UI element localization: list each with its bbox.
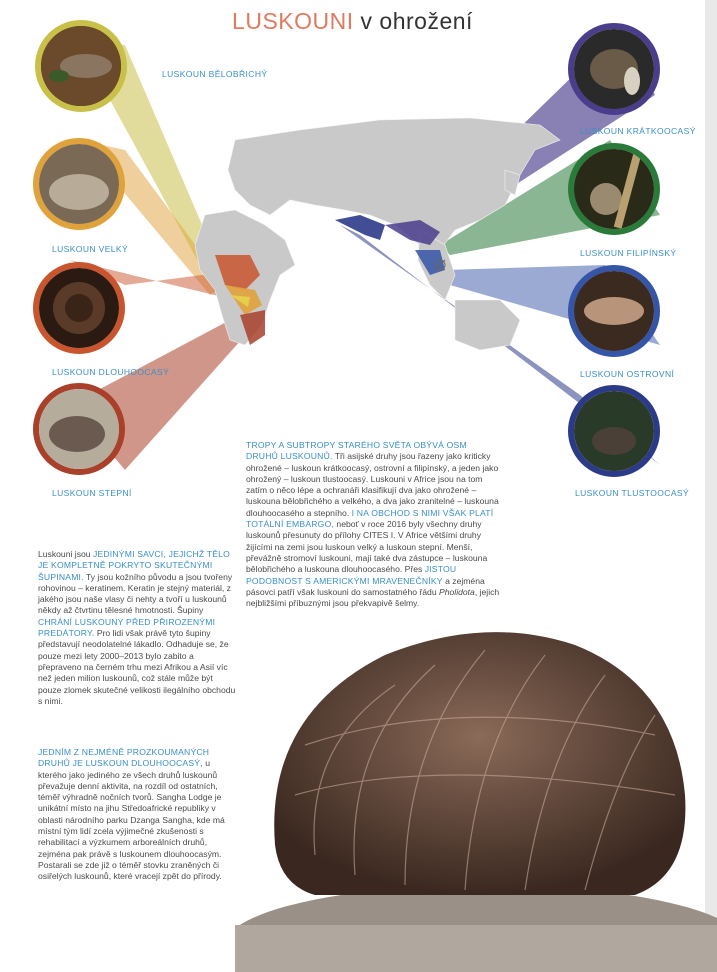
- photo-luskoun-filipinsky: [568, 143, 660, 235]
- pangolin-photo: [235, 595, 717, 972]
- photo-luskoun-tlustoocasy: [568, 385, 660, 477]
- text-savci: Luskouni jsou JEDINÝMI SAVCI, JEJICHŽ TĚLO JE KOMPLETNĚ POKRYTO SKUTEČNÝMI ŠUPINAMI. Ty jsou kožního původu a jsou tvořeny rohovinou – keratinem. Keratin je stejný materiál, z jakého jsou naše vlasy či nehty a tvoří u luskounů někdy až čtvrtinu tělesné hmotnosti. Šupiny CHRÁNÍ LUSKOUNY PŘED PŘIROZENÝMI PREDÁTORY. Pro lidi však právě tyto šupiny představují neodolatelné lákadlo. Odhaduje se, že pouze mezi lety 2000–2013 bylo zabito a přepraveno na černém trhu mezi Afrikou a Asií víc než jeden milion luskounů, což stále může být pouze zlomek skutečné velikosti ilegálního obchodu s nimi.: [38, 549, 236, 706]
- text-tropy: TROPY A SUBTROPY STARÉHO SVĚTA OBÝVÁ OSM DRUHŮ LUSKOUNŮ. Tři asijské druhy jsou řazeny jako kriticky ohrožené – luskoun krátkoocasý, ostrovní a filipínský, a jeden jako ohrožený – luskoun tlustoocasý. Luskouni v Africe jsou na tom zatím o něco lépe a ochranáři klasifikují dva jako ohrožené – luskouna bělobřichého a velkého, a dva jako zranitelné – luskouna dlouhoocasého a stepního. I NA OBCHOD S NIMI VŠAK PLATÍ TOTÁLNÍ EMBARGO, neboť v roce 2016 byly všechny druhy luskounů přesunuty do přílohy CITES I. V Africe většími druhy žijícími na zemi jsou luskoun velký a luskoun stepní. Menší, převážně stromoví luskouni, mají také dva zástupce – luskouna bělobřichého a luskouna dlouhoocasého. Přes JISTOU PODOBNOST S AMERICKÝMI MRAVENEČNÍKY a zejména pásovci patří však luskouni do samostatného řádu Pholidota, jejich nejbližšími příbuznými jsou překvapivě šelmy.: [246, 440, 500, 609]
- label-filipinsky: LUSKOUN FILIPÍNSKÝ: [580, 248, 677, 258]
- label-velky: LUSKOUN VELKÝ: [52, 244, 129, 254]
- label-stepni: LUSKOUN STEPNÍ: [52, 488, 132, 498]
- photo-luskoun-ostrovni: [568, 265, 660, 357]
- label-tlustoocasy: LUSKOUN TLUSTOOCASÝ: [575, 488, 690, 498]
- page-title: LUSKOUNI v ohrožení: [232, 8, 473, 34]
- photo-luskoun-velky: [33, 138, 125, 230]
- label-ostrovni: LUSKOUN OSTROVNÍ: [580, 369, 675, 379]
- photo-luskoun-dlouhoocasy: [33, 262, 125, 354]
- photo-luskoun-stepni: [33, 383, 125, 475]
- label-dlouhoocasy: LUSKOUN DLOUHOOCASÝ: [52, 367, 170, 377]
- label-kratkoocasy: LUSKOUN KRÁTKOOCASÝ: [580, 126, 696, 136]
- photo-luskoun-belobrichy: [35, 20, 127, 112]
- label-belobrichy: LUSKOUN BĚLOBŘICHÝ: [162, 69, 268, 79]
- photo-luskoun-kratkoocasy: [568, 23, 660, 115]
- text-dlouhoocasy: JEDNÍM Z NEJMÉNĚ PROZKOUMANÝCH DRUHŮ JE LUSKOUN DLOUHOOCASÝ, u kterého jako jediného ze všech druhů luskounů převažuje denní aktivita, na rozdíl od ostatních, téměř výhradně nočních tvorů. Sangha Lodge je unikátní místo na jihu Středoafrické republiky v oblasti národního parku Dzanga Sangha, kde má místní tým lidí zcela výjimečné zkušenosti s rehabilitací a výzkumem arboreálních druhů, zejména pak právě s luskounem dlouhoocasým. Postarali se zde již o téměř stovku zraněných či osiřelých luskounů, které vracejí zpět do přírody.: [38, 747, 225, 882]
